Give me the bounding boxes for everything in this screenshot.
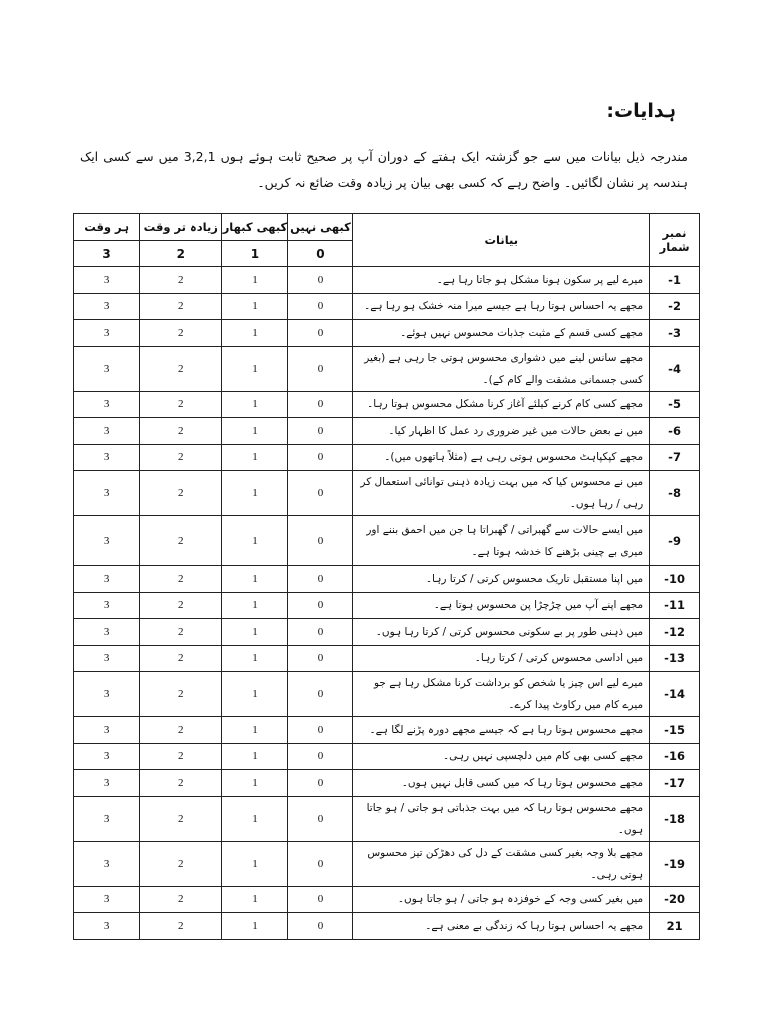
option-sometimes[interactable]: 1 [222, 913, 288, 940]
table-row [74, 293, 700, 320]
table-row [74, 320, 700, 347]
survey-table [73, 213, 700, 940]
option-sometimes[interactable]: 1 [222, 841, 288, 886]
option-often[interactable]: 2 [140, 293, 222, 320]
row-statement: میں ذہنی طور پر بے سکونی محسوس کرتی / کرتا رہا ہوں۔ [353, 619, 650, 646]
option-always[interactable]: 3 [74, 267, 140, 294]
option-sometimes[interactable]: 1 [222, 619, 288, 646]
option-sometimes[interactable]: 1 [222, 743, 288, 770]
row-number: 15- [650, 717, 700, 744]
row-statement: میرے لیے اس چیز یا شخص کو برداشت کرنا مشکل رہا ہے جو میرے کام میں رکاوٹ پیدا کرے۔ [353, 672, 650, 717]
header-row [74, 214, 700, 241]
option-always[interactable]: 3 [74, 320, 140, 347]
option-always[interactable]: 3 [74, 293, 140, 320]
option-always[interactable]: 3 [74, 743, 140, 770]
option-never[interactable]: 0 [288, 267, 353, 294]
option-never[interactable]: 0 [288, 672, 353, 717]
table-row [74, 444, 700, 471]
table-row [74, 391, 700, 418]
option-often[interactable]: 2 [140, 267, 222, 294]
instructions-text: مندرجہ ذیل بیانات میں سے جو گزشتہ ایک ہفتے کے دوران آپ پر صحیح ثابت ہوئے ہوں 3,2,1 میں سے کسی ایک ہندسہ پر نشان لگائیں۔ واضح رہے کہ کسی بھی بیان پر زیادہ وقت ضائع نہ کریں۔ [80, 149, 688, 190]
option-never[interactable]: 0 [288, 645, 353, 672]
row-number: 12- [650, 619, 700, 646]
row-number: 2- [650, 293, 700, 320]
option-always[interactable]: 3 [74, 672, 140, 717]
option-often[interactable]: 2 [140, 566, 222, 593]
row-number: 17- [650, 770, 700, 797]
option-sometimes[interactable]: 1 [222, 444, 288, 471]
table-row [74, 841, 700, 886]
row-number: 3- [650, 320, 700, 347]
option-never[interactable]: 0 [288, 592, 353, 619]
option-sometimes[interactable]: 1 [222, 267, 288, 294]
option-never[interactable]: 0 [288, 346, 353, 391]
option-often[interactable]: 2 [140, 770, 222, 797]
option-always[interactable]: 3 [74, 717, 140, 744]
option-never[interactable]: 0 [288, 770, 353, 797]
option-always[interactable]: 3 [74, 645, 140, 672]
option-always[interactable]: 3 [74, 566, 140, 593]
option-always[interactable]: 3 [74, 346, 140, 391]
table-row [74, 592, 700, 619]
option-sometimes[interactable]: 1 [222, 796, 288, 841]
scale-never: 0 [288, 241, 353, 267]
option-never[interactable]: 0 [288, 293, 353, 320]
option-never[interactable]: 0 [288, 619, 353, 646]
option-never[interactable]: 0 [288, 391, 353, 418]
option-often[interactable]: 2 [140, 444, 222, 471]
row-statement: مجھے یہ احساس ہوتا رہا کہ زندگی بے معنی ہے۔ [353, 913, 650, 940]
option-sometimes[interactable]: 1 [222, 717, 288, 744]
option-sometimes[interactable]: 1 [222, 346, 288, 391]
option-never[interactable]: 0 [288, 444, 353, 471]
row-statement: میں اپنا مستقبل تاریک محسوس کرتی / کرتا رہا۔ [353, 566, 650, 593]
table-row [74, 770, 700, 797]
option-never[interactable]: 0 [288, 886, 353, 913]
option-always[interactable]: 3 [74, 770, 140, 797]
option-always[interactable]: 3 [74, 391, 140, 418]
row-statement: میں نے محسوس کیا کہ میں بہت زیادہ ذہنی توانائی استعمال کر رہی / رہا ہوں۔ [353, 471, 650, 516]
table-row [74, 886, 700, 913]
header-statements: بیانات [353, 214, 650, 267]
option-often[interactable]: 2 [140, 645, 222, 672]
option-always[interactable]: 3 [74, 418, 140, 445]
option-often[interactable]: 2 [140, 796, 222, 841]
option-always[interactable]: 3 [74, 796, 140, 841]
option-sometimes[interactable]: 1 [222, 672, 288, 717]
option-never[interactable]: 0 [288, 418, 353, 445]
table-row [74, 471, 700, 516]
option-never[interactable]: 0 [288, 743, 353, 770]
row-statement: مجھے بلا وجہ بغیر کسی مشقت کے دل کی دھڑکن تیز محسوس ہوتی رہی۔ [353, 841, 650, 886]
option-often[interactable]: 2 [140, 717, 222, 744]
option-often[interactable]: 2 [140, 672, 222, 717]
option-always[interactable]: 3 [74, 886, 140, 913]
option-always[interactable]: 3 [74, 471, 140, 516]
option-always[interactable]: 3 [74, 841, 140, 886]
option-never[interactable]: 0 [288, 796, 353, 841]
option-sometimes[interactable]: 1 [222, 566, 288, 593]
option-often[interactable]: 2 [140, 913, 222, 940]
header-often: زیادہ تر وقت [140, 214, 222, 241]
option-sometimes[interactable]: 1 [222, 886, 288, 913]
header-never: کبھی نہیں [288, 214, 353, 241]
option-never[interactable]: 0 [288, 471, 353, 516]
table-row [74, 346, 700, 391]
option-sometimes[interactable]: 1 [222, 516, 288, 566]
row-number: 5- [650, 391, 700, 418]
row-number: 14- [650, 672, 700, 717]
header-always: ہر وقت [74, 214, 140, 241]
row-statement: مجھے محسوس ہوتا رہا ہے کہ جیسے مجھے دورہ پڑنے لگا ہے۔ [353, 717, 650, 744]
row-statement: مجھے محسوس ہوتا رہا کہ میں کسی قابل نہیں ہوں۔ [353, 770, 650, 797]
row-statement: مجھے کسی قسم کے مثبت جذبات محسوس نہیں ہوئے۔ [353, 320, 650, 347]
option-often[interactable]: 2 [140, 619, 222, 646]
row-number: 9- [650, 516, 700, 566]
option-never[interactable]: 0 [288, 841, 353, 886]
option-always[interactable]: 3 [74, 913, 140, 940]
row-statement: مجھے سانس لینے میں دشواری محسوس ہوتی جا رہی ہے (بغیر کسی جسمانی مشقت والے کام کے)۔ [353, 346, 650, 391]
option-sometimes[interactable]: 1 [222, 320, 288, 347]
scale-always: 3 [74, 241, 140, 267]
row-statement: میں بغیر کسی وجہ کے خوفزدہ ہو جاتی / ہو جاتا ہوں۔ [353, 886, 650, 913]
option-often[interactable]: 2 [140, 418, 222, 445]
row-number: 7- [650, 444, 700, 471]
row-number: 21 [650, 913, 700, 940]
row-number: 13- [650, 645, 700, 672]
option-often[interactable]: 2 [140, 743, 222, 770]
option-always[interactable]: 3 [74, 444, 140, 471]
option-always[interactable]: 3 [74, 619, 140, 646]
row-number: 20- [650, 886, 700, 913]
scale-sometimes: 1 [222, 241, 288, 267]
option-always[interactable]: 3 [74, 592, 140, 619]
option-sometimes[interactable]: 1 [222, 645, 288, 672]
header-number: نمبر شمار [650, 214, 700, 267]
option-often[interactable]: 2 [140, 471, 222, 516]
option-often[interactable]: 2 [140, 592, 222, 619]
table-row [74, 743, 700, 770]
row-number: 16- [650, 743, 700, 770]
option-sometimes[interactable]: 1 [222, 391, 288, 418]
option-often[interactable]: 2 [140, 320, 222, 347]
table-row [74, 796, 700, 841]
table-row [74, 516, 700, 566]
option-often[interactable]: 2 [140, 841, 222, 886]
row-number: 4- [650, 346, 700, 391]
row-statement: میں اداسی محسوس کرتی / کرتا رہا۔ [353, 645, 650, 672]
option-never[interactable]: 0 [288, 913, 353, 940]
option-often[interactable]: 2 [140, 516, 222, 566]
table-row [74, 645, 700, 672]
header-sometimes: کبھی کبھار [222, 214, 288, 241]
option-sometimes[interactable]: 1 [222, 418, 288, 445]
table-row [74, 717, 700, 744]
option-sometimes[interactable]: 1 [222, 770, 288, 797]
row-statement: میرے لیے پر سکون ہونا مشکل ہو جاتا رہا ہے۔ [353, 267, 650, 294]
row-number: 11- [650, 592, 700, 619]
row-number: 10- [650, 566, 700, 593]
row-statement: مجھے محسوس ہوتا رہا کہ میں بہت جذباتی ہو جاتی / ہو جاتا ہوں۔ [353, 796, 650, 841]
option-never[interactable]: 0 [288, 566, 353, 593]
instructions-heading: ہدایات: [606, 100, 676, 122]
table-row [74, 418, 700, 445]
table-row [74, 566, 700, 593]
row-statement: مجھے کسی کام کرنے کیلئے آغاز کرنا مشکل محسوس ہوتا رہا۔ [353, 391, 650, 418]
option-often[interactable]: 2 [140, 391, 222, 418]
survey-rows [74, 267, 700, 940]
row-number: 19- [650, 841, 700, 886]
scale-often: 2 [140, 241, 222, 267]
row-number: 6- [650, 418, 700, 445]
table-row [74, 672, 700, 717]
option-never[interactable]: 0 [288, 717, 353, 744]
row-number: 1- [650, 267, 700, 294]
table-row [74, 913, 700, 940]
option-sometimes[interactable]: 1 [222, 592, 288, 619]
table-row [74, 267, 700, 294]
row-statement: میں نے بعض حالات میں غیر ضروری رد عمل کا اظہار کیا۔ [353, 418, 650, 445]
option-sometimes[interactable]: 1 [222, 471, 288, 516]
option-often[interactable]: 2 [140, 886, 222, 913]
option-often[interactable]: 2 [140, 346, 222, 391]
option-always[interactable]: 3 [74, 516, 140, 566]
row-number: 18- [650, 796, 700, 841]
row-statement: مجھے کپکپاہٹ محسوس ہوتی رہی ہے (مثلاً ہاتھوں میں)۔ [353, 444, 650, 471]
table-row [74, 619, 700, 646]
option-never[interactable]: 0 [288, 516, 353, 566]
row-statement: میں ایسے حالات سے گھبراتی / گھبراتا ہا جن میں احمق بننے اور میری بے چینی بڑھنے کا خدشہ ہوتا ہے۔ [353, 516, 650, 566]
option-sometimes[interactable]: 1 [222, 293, 288, 320]
row-statement: مجھے کسی بھی کام میں دلچسپی نہیں رہی۔ [353, 743, 650, 770]
option-never[interactable]: 0 [288, 320, 353, 347]
row-statement: مجھے یہ احساس ہوتا رہا ہے جیسے میرا منہ خشک ہو رہا ہے۔ [353, 293, 650, 320]
row-statement: مجھے اپنے آپ میں چڑچڑا پن محسوس ہوتا ہے۔ [353, 592, 650, 619]
row-number: 8- [650, 471, 700, 516]
